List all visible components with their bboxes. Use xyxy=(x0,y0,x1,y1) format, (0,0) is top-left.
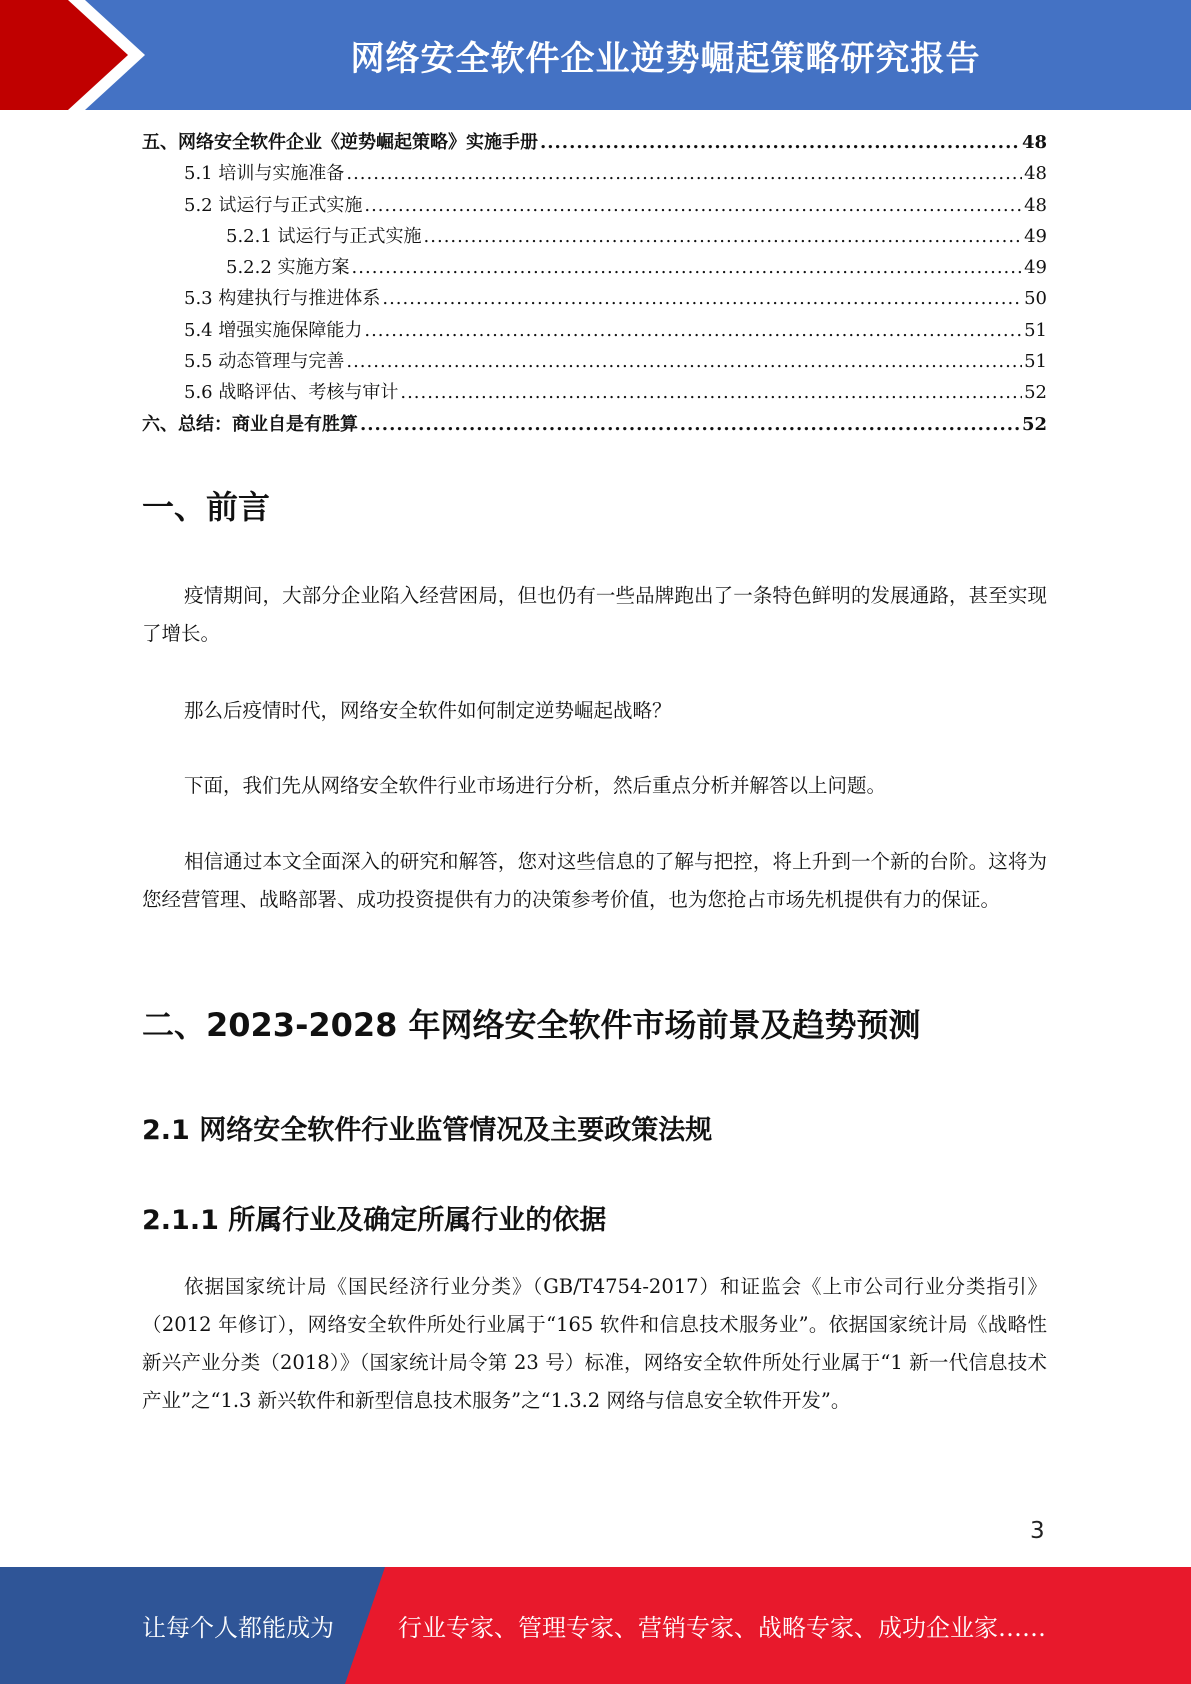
paragraph: 依据国家统计局《国民经济行业分类》（GB/T4754-2017）和证监会《上市公司行业分类指引》（2012 年修订），网络安全软件所处行业属于“165 软件和信息技术服务业”。依据国家统计局《战略性新兴产业分类（2018）》（国家统计局令第 23 号）标准，网络安全软件所处行业属于“1 新一代信息技术产业”之“1.3 新兴软件和新型信息技术服务”之“1.3.2 网络与信息安全软件开发”。 xyxy=(142,1275,1047,1412)
toc-entry-title: 5.5 动态管理与完善 xyxy=(184,351,345,373)
toc-entry[interactable] xyxy=(142,222,1047,253)
toc-dot-leader xyxy=(424,226,1023,247)
paragraph: 那么后疫情时代，网络安全软件如何制定逆势崛起战略？ xyxy=(184,699,672,722)
toc-entry[interactable] xyxy=(142,410,1047,441)
toc-entry[interactable] xyxy=(142,128,1047,159)
toc-entry-title: 5.2.1 试运行与正式实施 xyxy=(226,225,422,247)
toc-entry-page: 50 xyxy=(1024,288,1047,310)
toc-entry[interactable] xyxy=(142,253,1047,284)
toc-entry-page: 52 xyxy=(1021,413,1047,435)
footer-slogan-left: 让每个人都能成为 xyxy=(142,1614,334,1642)
section-heading-preface: 一、前言 xyxy=(142,488,271,526)
toc-dot-leader xyxy=(360,414,1020,435)
toc-entry-title: 六、总结：商业自是有胜算 xyxy=(142,413,358,435)
toc-entry-title: 5.6 战略评估、考核与审计 xyxy=(184,382,399,404)
subsection-heading-regulation: 2.1 网络安全软件行业监管情况及主要政策法规 xyxy=(142,1115,713,1146)
toc-entry-page: 51 xyxy=(1024,351,1047,373)
toc-entry-title: 5.1 培训与实施准备 xyxy=(184,163,345,185)
toc-dot-leader xyxy=(364,195,1022,216)
toc-entry-title: 5.2.2 实施方案 xyxy=(226,257,350,279)
toc-entry-title: 5.3 构建执行与推进体系 xyxy=(184,288,381,310)
toc-dot-leader xyxy=(382,288,1022,309)
toc-dot-leader xyxy=(400,382,1022,403)
toc-entry-page: 48 xyxy=(1024,163,1047,185)
header-banner xyxy=(0,0,1191,110)
toc-entry[interactable] xyxy=(142,159,1047,190)
section-heading-market-forecast: 二、2023-2028 年网络安全软件市场前景及趋势预测 xyxy=(142,1006,921,1044)
toc-entry-page: 52 xyxy=(1024,382,1047,404)
toc-entry-title: 五、网络安全软件企业《逆势崛起策略》实施手册 xyxy=(142,132,538,153)
toc-entry[interactable] xyxy=(142,191,1047,222)
paragraph: 相信通过本文全面深入的研究和解答，您对这些信息的了解与把控，将上升到一个新的台阶。这将为您经营管理、战略部署、成功投资提供有力的决策参考价值，也为您抢占市场先机提供有力的保证。 xyxy=(142,850,1047,911)
toc-dot-leader xyxy=(346,351,1022,372)
toc-entry[interactable] xyxy=(142,284,1047,315)
subsection-heading-industry-classification: 2.1.1 所属行业及确定所属行业的依据 xyxy=(142,1205,607,1236)
toc-entry-title: 5.4 增强实施保障能力 xyxy=(184,319,363,341)
toc-dot-leader xyxy=(352,257,1023,278)
toc-entry-page: 49 xyxy=(1024,225,1047,247)
table-of-contents xyxy=(142,128,1047,441)
toc-entry[interactable] xyxy=(142,347,1047,378)
toc-dot-leader xyxy=(364,320,1022,341)
paragraph: 疫情期间，大部分企业陷入经营困局，但也仍有一些品牌跑出了一条特色鲜明的发展通路，甚至实现了增长。 xyxy=(142,584,1047,645)
toc-dot-leader xyxy=(346,163,1022,184)
toc-entry[interactable] xyxy=(142,378,1047,409)
footer-slogan-right: 行业专家、管理专家、营销专家、战略专家、成功企业家…… xyxy=(398,1614,1046,1642)
report-title: 网络安全软件企业逆势崛起策略研究报告 xyxy=(350,38,981,79)
toc-entry-page: 49 xyxy=(1024,257,1047,279)
page-number: 3 xyxy=(1030,1518,1045,1544)
toc-entry[interactable] xyxy=(142,316,1047,347)
paragraph: 下面，我们先从网络安全软件行业市场进行分析，然后重点分析并解答以上问题。 xyxy=(184,774,887,797)
header-arrow-decoration xyxy=(0,0,160,110)
toc-dot-leader xyxy=(540,132,1020,153)
toc-entry-page: 51 xyxy=(1024,319,1047,341)
toc-entry-page: 48 xyxy=(1021,132,1047,153)
toc-entry-page: 48 xyxy=(1024,194,1047,216)
footer-banner xyxy=(0,1567,1191,1684)
toc-entry-title: 5.2 试运行与正式实施 xyxy=(184,194,363,216)
